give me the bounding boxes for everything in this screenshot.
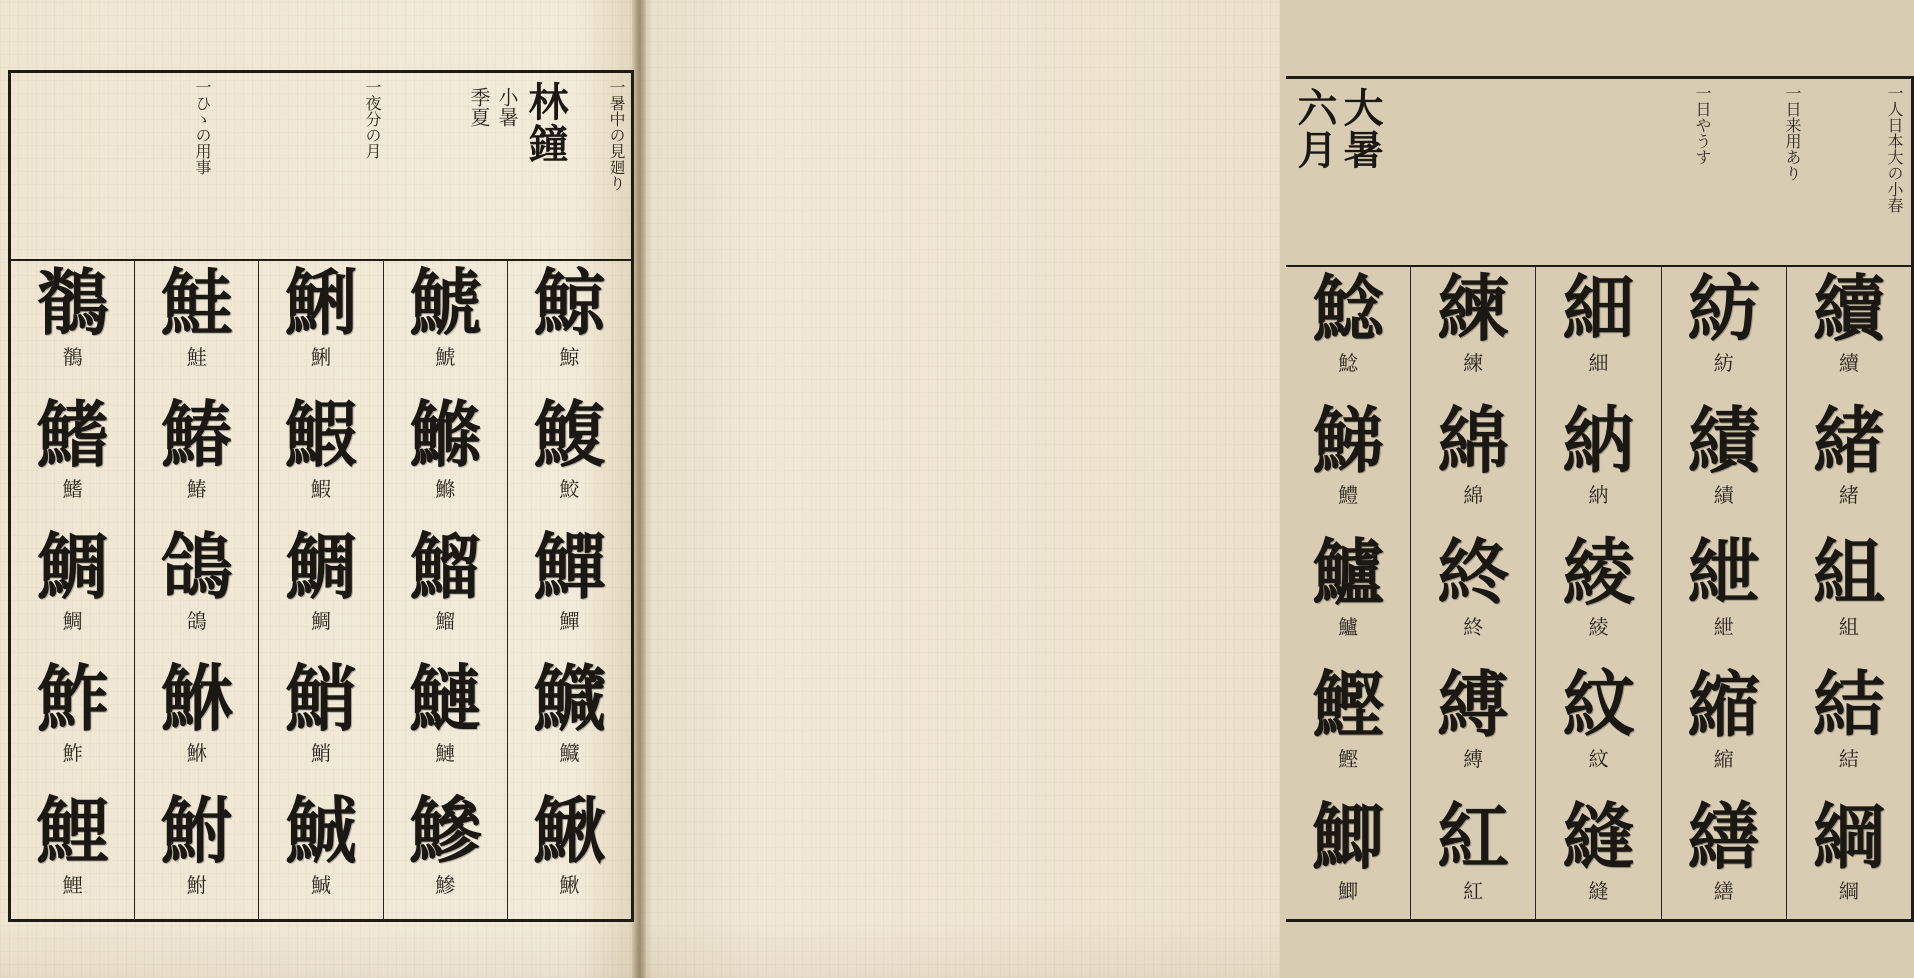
right-column xyxy=(1286,267,1410,919)
main-character: 鮴 xyxy=(160,656,233,741)
main-character: 縫 xyxy=(1562,794,1635,879)
main-character: 鯛 xyxy=(284,524,357,609)
right-column xyxy=(1410,267,1535,919)
main-character: 鯽 xyxy=(1312,794,1385,879)
seal-script-character: 終 xyxy=(1463,615,1484,639)
main-character: 鱸 xyxy=(1312,530,1385,615)
left-header-title-block xyxy=(467,81,567,165)
main-character: 紋 xyxy=(1562,662,1635,747)
main-character: 鰷 xyxy=(409,392,482,477)
main-character: 鯨 xyxy=(533,260,606,345)
left-header-note: 一夜分の月 xyxy=(363,79,382,159)
main-character: 鮷 xyxy=(1312,398,1385,483)
seal-script-character: 紡 xyxy=(1713,351,1734,375)
seal-script-character: 鶺 xyxy=(62,345,83,369)
seal-script-character: 鯎 xyxy=(310,873,331,897)
seal-script-character: 鰷 xyxy=(435,477,456,501)
seal-script-character: 鱧 xyxy=(1338,483,1359,507)
furigana-gloss-strip xyxy=(613,269,627,909)
main-character: 鰆 xyxy=(160,392,233,477)
main-character: 鰹 xyxy=(1312,662,1385,747)
right-header-month: 六月 xyxy=(1291,87,1338,171)
main-character: 續 xyxy=(1812,266,1885,351)
main-character: 綾 xyxy=(1562,530,1635,615)
left-page xyxy=(0,0,636,978)
seal-script-character: 綱 xyxy=(1838,879,1859,903)
seal-script-character: 縫 xyxy=(1588,879,1609,903)
right-page xyxy=(640,0,1904,978)
seal-script-character: 繕 xyxy=(1713,879,1734,903)
main-character: 鯏 xyxy=(284,260,357,345)
seal-script-character: 練 xyxy=(1463,351,1484,375)
seal-script-character: 鯰 xyxy=(1338,351,1359,375)
seal-script-character: 續 xyxy=(1838,351,1859,375)
seal-script-character: 鱓 xyxy=(559,609,580,633)
seal-script-character: 鴿 xyxy=(186,609,207,633)
main-character: 結 xyxy=(1812,662,1885,747)
seal-script-character: 鰆 xyxy=(186,477,207,501)
seal-script-character: 綾 xyxy=(1588,615,1609,639)
left-header-note: 一ひゝの用事 xyxy=(193,79,212,175)
furigana-gloss-strip xyxy=(1893,275,1907,915)
left-header-title: 林鐘 xyxy=(522,81,569,165)
seal-script-character: 緒 xyxy=(1838,483,1859,507)
furigana-gloss-strip xyxy=(1643,275,1657,915)
left-header-gloss xyxy=(497,79,511,249)
seal-script-character: 鮴 xyxy=(186,741,207,765)
seal-script-character: 結 xyxy=(1838,747,1859,771)
main-character: 終 xyxy=(1437,530,1510,615)
main-character: 鱓 xyxy=(533,524,606,609)
main-character: 鮹 xyxy=(284,656,357,741)
page-bottom-edge xyxy=(0,922,1280,978)
seal-script-character: 鰹 xyxy=(1338,747,1359,771)
right-header-title-block xyxy=(1292,87,1382,171)
seal-script-character: 組 xyxy=(1838,615,1859,639)
seal-script-character: 鰭 xyxy=(62,477,83,501)
main-character: 綿 xyxy=(1437,398,1510,483)
right-column xyxy=(1535,267,1660,919)
seal-script-character: 鰡 xyxy=(435,609,456,633)
main-character: 鰭 xyxy=(36,392,109,477)
main-character: 鰺 xyxy=(409,788,482,873)
main-character: 鱵 xyxy=(533,656,606,741)
seal-script-character: 紋 xyxy=(1588,747,1609,771)
left-header-note: 一暑中の見廻り xyxy=(607,79,626,191)
seal-script-character: 鯨 xyxy=(559,345,580,369)
seal-script-character: 鯏 xyxy=(310,345,331,369)
seal-script-character: 鯉 xyxy=(62,873,83,897)
seal-script-character: 鯽 xyxy=(1338,879,1359,903)
seal-script-character: 鯛 xyxy=(62,609,83,633)
main-character: 緒 xyxy=(1812,398,1885,483)
furigana-gloss-strip xyxy=(1517,275,1531,915)
seal-script-character: 鱵 xyxy=(559,741,580,765)
right-page-frame xyxy=(1286,76,1914,922)
seal-script-character: 綿 xyxy=(1463,483,1484,507)
main-character: 練 xyxy=(1437,266,1510,351)
left-column xyxy=(383,261,507,919)
right-column xyxy=(1786,267,1911,919)
seal-script-character: 鮫 xyxy=(559,477,580,501)
seal-script-character: 細 xyxy=(1588,351,1609,375)
main-character: 繕 xyxy=(1687,794,1760,879)
seal-script-character: 鯛 xyxy=(310,609,331,633)
furigana-gloss-strip xyxy=(116,269,130,909)
seal-script-character: 鰺 xyxy=(435,873,456,897)
main-character: 紲 xyxy=(1687,530,1760,615)
main-character: 鰱 xyxy=(409,656,482,741)
furigana-gloss-strip xyxy=(1768,275,1782,915)
main-character: 鯉 xyxy=(36,788,109,873)
seal-script-character: 鰍 xyxy=(559,873,580,897)
left-column xyxy=(507,261,631,919)
main-character: 鯛 xyxy=(36,524,109,609)
main-character: 紅 xyxy=(1437,794,1510,879)
main-character: 縮 xyxy=(1687,662,1760,747)
seal-script-character: 鰱 xyxy=(435,741,456,765)
left-columns xyxy=(11,261,631,919)
furigana-gloss-strip xyxy=(489,269,503,909)
seal-script-character: 績 xyxy=(1713,483,1734,507)
seal-script-character: 鮓 xyxy=(62,741,83,765)
main-character: 鰕 xyxy=(284,392,357,477)
right-header-title: 大暑 xyxy=(1337,87,1384,171)
left-header-band xyxy=(11,73,631,261)
right-columns xyxy=(1286,267,1911,919)
main-character: 鰡 xyxy=(409,524,482,609)
left-column xyxy=(11,261,134,919)
left-page-frame xyxy=(8,70,634,922)
seal-script-character: 鮒 xyxy=(186,873,207,897)
main-character: 組 xyxy=(1812,530,1885,615)
main-character: 鶺 xyxy=(36,260,109,345)
seal-script-character: 紲 xyxy=(1713,615,1734,639)
seal-script-character: 縛 xyxy=(1463,747,1484,771)
main-character: 鮓 xyxy=(36,656,109,741)
main-character: 鮒 xyxy=(160,788,233,873)
left-header-season-label: 季夏 xyxy=(467,87,491,127)
left-column xyxy=(134,261,258,919)
main-character: 縛 xyxy=(1437,662,1510,747)
main-character: 納 xyxy=(1562,398,1635,483)
seal-script-character: 鱸 xyxy=(1338,615,1359,639)
right-header-band xyxy=(1286,79,1911,267)
main-character: 紡 xyxy=(1687,266,1760,351)
seal-script-character: 紅 xyxy=(1463,879,1484,903)
main-character: 鰍 xyxy=(533,788,606,873)
seal-script-character: 鮭 xyxy=(186,345,207,369)
main-character: 鮭 xyxy=(160,260,233,345)
seal-script-character: 鮹 xyxy=(310,741,331,765)
main-character: 鯰 xyxy=(1312,266,1385,351)
main-character: 細 xyxy=(1562,266,1635,351)
main-character: 鯎 xyxy=(284,788,357,873)
right-header-note: 一人日本大の小春 xyxy=(1885,85,1904,213)
main-character: 綱 xyxy=(1812,794,1885,879)
furigana-gloss-strip xyxy=(240,269,254,909)
seal-script-character: 縮 xyxy=(1713,747,1734,771)
seal-script-character: 鰕 xyxy=(310,477,331,501)
main-character: 鯱 xyxy=(409,260,482,345)
furigana-gloss-strip xyxy=(365,269,379,909)
furigana-gloss-strip xyxy=(1392,275,1406,915)
left-column xyxy=(258,261,382,919)
left-header-mid-label: 小暑 xyxy=(495,87,519,127)
right-header-note: 一日来用あり xyxy=(1783,85,1802,181)
seal-script-character: 納 xyxy=(1588,483,1609,507)
right-header-note: 一日やうす xyxy=(1693,85,1712,165)
right-column xyxy=(1661,267,1786,919)
main-character: 鴿 xyxy=(160,524,233,609)
seal-script-character: 鯱 xyxy=(435,345,456,369)
main-character: 鰒 xyxy=(533,392,606,477)
main-character: 績 xyxy=(1687,398,1760,483)
